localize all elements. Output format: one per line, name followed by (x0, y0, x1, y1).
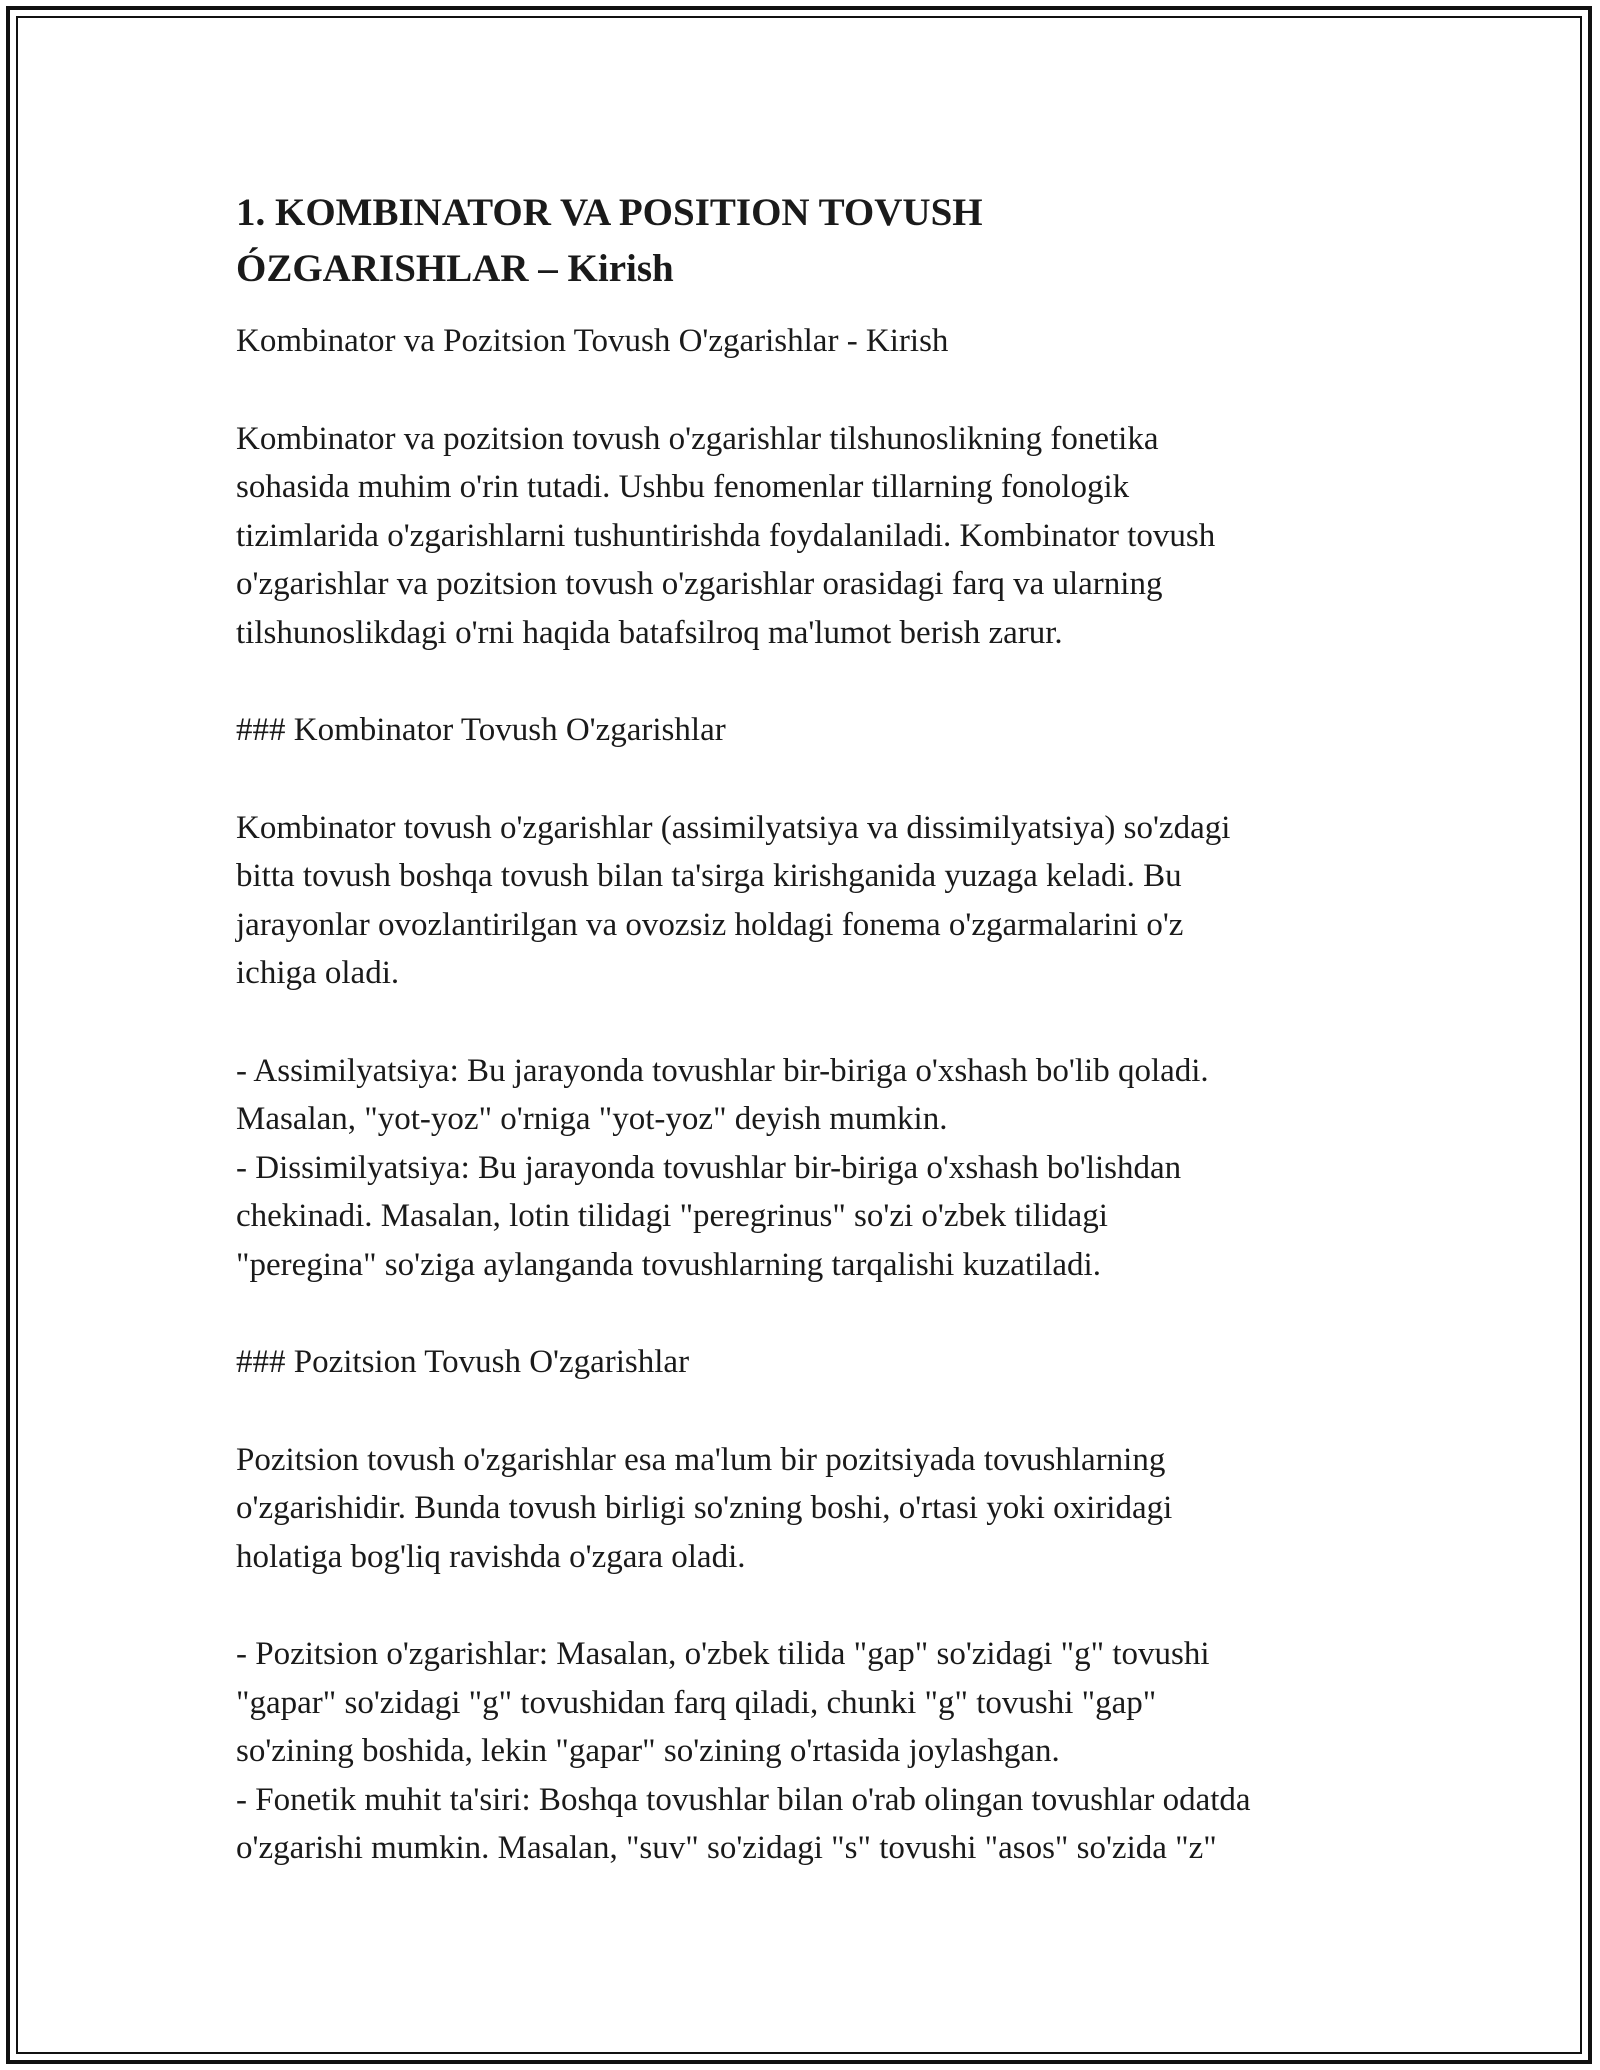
section-heading-pozitsion (236, 1338, 1376, 1387)
paragraph-line: Pozitsion tovush o'zgarishlar esa ma'lum bir pozitsiyada tovushlarning (236, 1441, 1166, 1478)
paragraph-line: o'zgarishidir. Bunda tovush birligi so'zning boshi, o'rtasi yoki oxiridagi (236, 1490, 1173, 1526)
list-line: - Assimilyatsiya: Bu jarayonda tovushlar bir-biriga o'xshash bo'lib qoladi. (236, 1052, 1209, 1089)
paragraph-line: jarayonlar ovozlantirilgan va ovozsiz holdagi fonema o'zgarmalarini o'z (236, 906, 1184, 943)
kombinator-list (236, 1047, 1376, 1290)
paragraph-line: tizimlarida o'zgarishlarni tushuntirishda foydalaniladi. Kombinator tovush (236, 517, 1216, 554)
paragraph-line: bitta tovush boshqa tovush bilan ta'sirga kirishganida yuzaga keladi. Bu (236, 858, 1182, 894)
paragraph-line: o'zgarishlar va pozitsion tovush o'zgarishlar orasidagi farq va ularning (236, 566, 1163, 602)
list-line: - Fonetik muhit ta'siri: Boshqa tovushlar bilan o'rab olingan tovushlar odatda (236, 1781, 1251, 1818)
list-line: chekinadi. Masalan, lotin tilidagi "peregrinus" so'zi o'zbek tilidagi (236, 1198, 1108, 1234)
paragraph-line: holatiga bog'liq ravishda o'zgara oladi. (236, 1538, 746, 1575)
title-line: ÓZGARISHLAR – Kirish (236, 247, 674, 290)
list-line: Masalan, "yot-yoz" o'rniga "yot-yoz" deyish mumkin. (236, 1101, 948, 1137)
section-heading-line: ### Kombinator Tovush O'zgarishlar (236, 712, 726, 748)
section-heading-line: ### Pozitsion Tovush O'zgarishlar (236, 1344, 690, 1380)
paragraph-line: sohasida muhim o'rin tutadi. Ushbu fenomenlar tillarning fonologik (236, 469, 1130, 505)
paragraph-line: Kombinator tovush o'zgarishlar (assimilyatsiya va dissimilyatsiya) so'zdagi (236, 809, 1231, 846)
list-line: "gapar" so'zidagi "g" tovushidan farq qiladi, chunki "g" tovushi "gap" (236, 1684, 1157, 1721)
list-line: "peregina" so'ziga aylanganda tovushlarning tarqalishi kuzatiladi. (236, 1246, 1101, 1283)
kombinator-paragraph (236, 804, 1376, 998)
list-line: - Dissimilyatsiya: Bu jarayonda tovushlar bir-biriga o'xshash bo'lishdan (236, 1149, 1182, 1186)
list-line: o'zgarishi mumkin. Masalan, "suv" so'zidagi "s" tovushi "asos" so'zida "z" (236, 1830, 1217, 1866)
list-line: so'zining boshida, lekin "gapar" so'zining o'rtasida joylashgan. (236, 1733, 1060, 1769)
paragraph-line: tilshunoslikdagi o'rni haqida batafsilroq ma'lumot berish zarur. (236, 614, 1063, 651)
subtitle (236, 317, 1376, 366)
pozitsion-paragraph (236, 1436, 1376, 1582)
intro-paragraph (236, 415, 1376, 658)
document-title (236, 185, 1376, 297)
paragraph-line: Kombinator va pozitsion tovush o'zgarishlar tilshunoslikning fonetika (236, 420, 1159, 457)
title-line: 1. KOMBINATOR VA POSITION TOVUSH (236, 191, 983, 234)
subtitle-line: Kombinator va Pozitsion Tovush O'zgarishlar - Kirish (236, 323, 949, 359)
document-content (236, 185, 1376, 1873)
pozitsion-list (236, 1630, 1376, 1873)
section-heading-kombinator (236, 706, 1376, 755)
paragraph-line: ichiga oladi. (236, 955, 400, 991)
list-line: - Pozitsion o'zgarishlar: Masalan, o'zbek tilida "gap" so'zidagi "g" tovushi (236, 1636, 1210, 1672)
